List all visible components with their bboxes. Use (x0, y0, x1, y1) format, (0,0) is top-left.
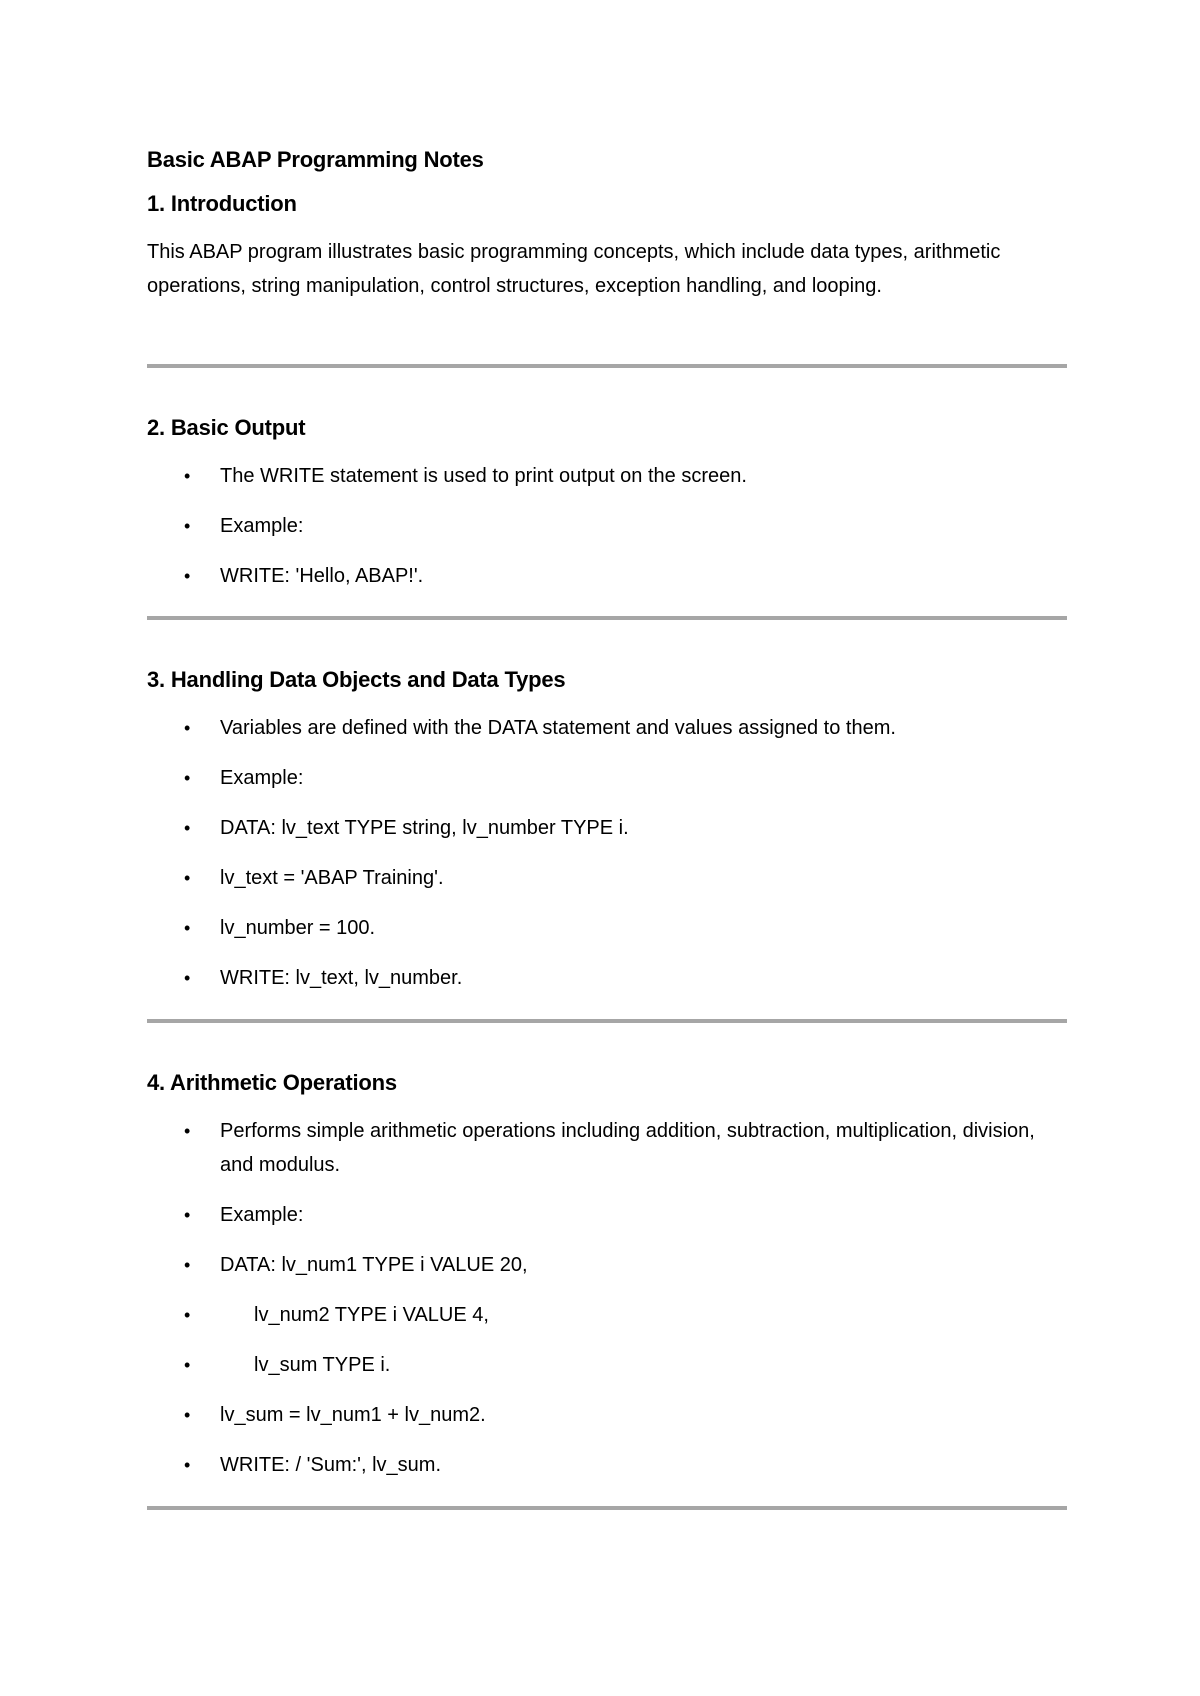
list-item-text: The WRITE statement is used to print output on the screen. (220, 465, 747, 487)
list-item-text: Example: (220, 515, 304, 537)
list-item-text: lv_number = 100. (220, 917, 376, 939)
list-item-text: DATA: lv_num1 TYPE i VALUE 20, (220, 1254, 528, 1276)
list-item-text: lv_text = 'ABAP Training'. (220, 867, 444, 889)
list-item (147, 911, 1067, 945)
bullet-icon: • (184, 1355, 191, 1375)
bullet-icon: • (184, 918, 191, 938)
list-item (147, 1248, 1067, 1282)
list-item-text: lv_sum TYPE i. (254, 1354, 391, 1376)
horizontal-rule (147, 616, 1067, 620)
section-arithmetic (147, 1069, 1067, 1482)
list-item-text: WRITE: lv_text, lv_number. (220, 967, 463, 989)
list-item-text: WRITE: 'Hello, ABAP!'. (220, 565, 424, 587)
list-item-text: DATA: lv_text TYPE string, lv_number TYPE i. (220, 817, 629, 839)
horizontal-rule (147, 364, 1067, 368)
list-item (147, 1448, 1067, 1482)
list-item (147, 459, 1067, 493)
list-item (147, 711, 1067, 745)
list-item-text: lv_sum = lv_num1 + lv_num2. (220, 1404, 486, 1426)
list-item (147, 961, 1067, 995)
bullet-list (147, 1114, 1067, 1482)
list-item (147, 761, 1067, 795)
section-heading: 3. Handling Data Objects and Data Types (147, 667, 566, 692)
list-item-text: Example: (220, 1204, 304, 1226)
bullet-icon: • (184, 1121, 191, 1141)
horizontal-rule (147, 1019, 1067, 1023)
section-heading: 1. Introduction (147, 191, 297, 216)
bullet-icon: • (184, 1405, 191, 1425)
bullet-icon: • (184, 466, 191, 486)
list-item (147, 559, 1067, 593)
list-item (147, 509, 1067, 543)
bullet-icon: • (184, 566, 191, 586)
section-data-objects (147, 666, 1067, 995)
bullet-icon: • (184, 968, 191, 988)
list-item (147, 1114, 1067, 1182)
bullet-icon: • (184, 1255, 191, 1275)
section-heading: 4. Arithmetic Operations (147, 1070, 397, 1095)
bullet-icon: • (184, 1205, 191, 1225)
bullet-icon: • (184, 818, 191, 838)
section-heading: 2. Basic Output (147, 415, 306, 440)
intro-paragraph: This ABAP program illustrates basic programming concepts, which include data types, arithmetic operations, string manipulation, control structures, exception handling, and looping. (147, 241, 1001, 297)
list-item-text: Example: (220, 767, 304, 789)
list-item (147, 1198, 1067, 1232)
horizontal-rule (147, 1506, 1067, 1510)
document-title: Basic ABAP Programming Notes (147, 147, 484, 172)
list-item-text: Performs simple arithmetic operations including addition, subtraction, multiplication, division, and modulus. (220, 1120, 1035, 1176)
list-item (147, 1348, 1067, 1382)
bullet-icon: • (184, 768, 191, 788)
section-introduction (147, 190, 1067, 303)
list-item-text: Variables are defined with the DATA statement and values assigned to them. (220, 717, 896, 739)
bullet-icon: • (184, 1305, 191, 1325)
bullet-icon: • (184, 868, 191, 888)
section-basic-output (147, 414, 1067, 593)
bullet-list (147, 711, 1067, 995)
list-item (147, 1298, 1067, 1332)
bullet-icon: • (184, 516, 191, 536)
list-item (147, 811, 1067, 845)
list-item-text: WRITE: / 'Sum:', lv_sum. (220, 1454, 441, 1476)
list-item-text: lv_num2 TYPE i VALUE 4, (254, 1304, 489, 1326)
list-item (147, 1398, 1067, 1432)
bullet-icon: • (184, 718, 191, 738)
bullet-icon: • (184, 1455, 191, 1475)
bullet-list (147, 459, 1067, 593)
list-item (147, 861, 1067, 895)
